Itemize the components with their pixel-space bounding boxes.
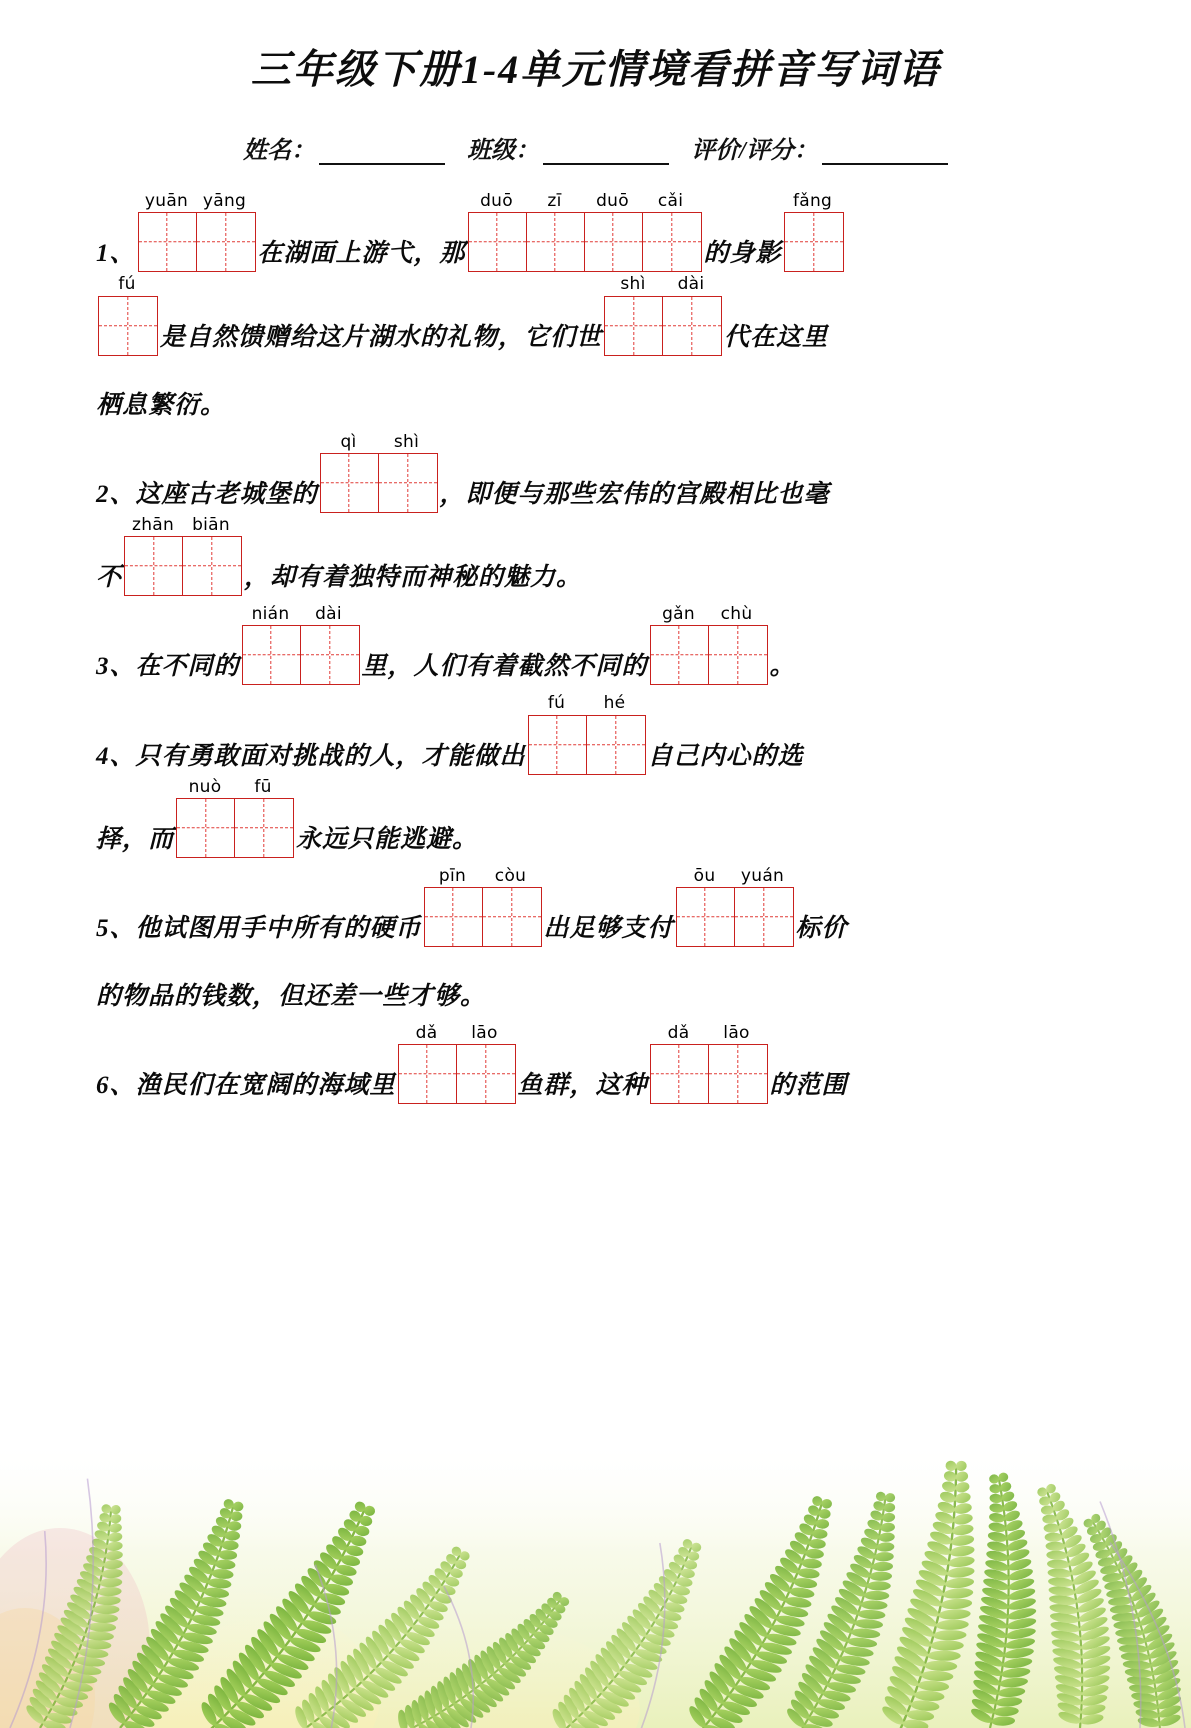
pinyin-row bbox=[650, 1023, 768, 1044]
tianzige-cell[interactable] bbox=[587, 716, 645, 774]
sentence-text: 永远只能逃避。 bbox=[296, 825, 479, 853]
tianzige-cell[interactable] bbox=[677, 888, 735, 946]
tianzige-cell[interactable] bbox=[235, 799, 293, 857]
pinyin-row bbox=[424, 866, 542, 887]
sentence-text: 标价 bbox=[795, 915, 848, 942]
pinyin-label: dài bbox=[315, 604, 342, 624]
tianzige-cell[interactable] bbox=[663, 297, 721, 355]
tianzige-boxes[interactable] bbox=[650, 625, 768, 685]
pinyin-answer-grid[interactable] bbox=[784, 191, 844, 272]
question-1-line-2 bbox=[96, 274, 1095, 355]
tianzige-cell[interactable] bbox=[527, 213, 585, 271]
sentence-text: ，却有着独特而神秘的魅力。 bbox=[244, 564, 583, 591]
tianzige-boxes[interactable] bbox=[604, 296, 722, 356]
pinyin-answer-grid[interactable] bbox=[124, 515, 242, 596]
name-blank-line[interactable] bbox=[319, 145, 445, 165]
pinyin-answer-grid[interactable] bbox=[650, 604, 768, 685]
pinyin-label: duō bbox=[480, 191, 513, 211]
question-6 bbox=[96, 1023, 1095, 1104]
question-3 bbox=[96, 604, 1095, 685]
tianzige-cell[interactable] bbox=[483, 888, 541, 946]
sentence-text: 的物品的钱数，但还差一些才够。 bbox=[96, 983, 487, 1010]
pinyin-label: nuò bbox=[188, 776, 222, 797]
question-1 bbox=[96, 191, 1095, 424]
sentence-text: 鱼群，这种 bbox=[517, 1072, 648, 1100]
sentence-text: 出足够支付 bbox=[543, 915, 674, 942]
tianzige-boxes[interactable] bbox=[528, 715, 646, 775]
question-4-line-2 bbox=[96, 777, 1095, 858]
pinyin-answer-grid[interactable] bbox=[424, 866, 542, 947]
score-field-group bbox=[691, 130, 948, 165]
pinyin-label: yuán bbox=[740, 865, 785, 886]
pinyin-label: chù bbox=[720, 604, 753, 624]
tianzige-boxes[interactable] bbox=[124, 536, 242, 596]
sentence-text: 1、 bbox=[96, 240, 136, 268]
pinyin-row bbox=[398, 1023, 516, 1044]
pinyin-label: yuān bbox=[144, 191, 189, 211]
student-info-row bbox=[96, 130, 1095, 165]
tianzige-cell[interactable] bbox=[183, 537, 241, 595]
pinyin-answer-grid[interactable] bbox=[138, 191, 256, 272]
tianzige-cell[interactable] bbox=[399, 1045, 457, 1103]
sentence-text: 的身影 bbox=[703, 240, 782, 268]
tianzige-boxes[interactable] bbox=[398, 1044, 516, 1104]
pinyin-label: zhān bbox=[131, 514, 175, 535]
pinyin-row bbox=[320, 432, 438, 453]
pinyin-label: dài bbox=[677, 274, 705, 295]
sentence-text: ，即便与那些宏伟的宫殿相比也毫 bbox=[439, 480, 830, 508]
tianzige-cell[interactable] bbox=[425, 888, 483, 946]
pinyin-label: ōu bbox=[693, 865, 716, 886]
class-field-group bbox=[467, 130, 669, 165]
tianzige-cell[interactable] bbox=[139, 213, 197, 271]
tianzige-cell[interactable] bbox=[197, 213, 255, 271]
pinyin-answer-grid[interactable] bbox=[650, 1023, 768, 1104]
question-list bbox=[96, 191, 1095, 1104]
question-2 bbox=[96, 432, 1095, 597]
pinyin-row bbox=[784, 191, 844, 212]
sentence-text: 自己内心的选 bbox=[647, 742, 804, 770]
question-1-line-1 bbox=[96, 191, 1095, 272]
tianzige-cell[interactable] bbox=[457, 1045, 515, 1103]
sentence-text: 2、这座古老城堡的 bbox=[96, 480, 318, 508]
question-1-line-3 bbox=[96, 358, 1095, 424]
page-title: 三年级下册1-4单元情境看拼音写词语 bbox=[250, 47, 941, 92]
class-label: 班级： bbox=[467, 138, 540, 164]
tianzige-boxes[interactable] bbox=[650, 1044, 768, 1104]
sentence-text: 3、在不同的 bbox=[96, 653, 240, 681]
tianzige-boxes[interactable] bbox=[320, 453, 438, 513]
tianzige-boxes[interactable] bbox=[468, 212, 702, 272]
tianzige-boxes[interactable] bbox=[784, 212, 844, 272]
tianzige-cell[interactable] bbox=[651, 626, 709, 684]
pinyin-row bbox=[138, 191, 256, 212]
tianzige-cell[interactable] bbox=[99, 297, 157, 355]
question-6-line-1 bbox=[96, 1023, 1095, 1104]
sentence-text: 栖息繁衍。 bbox=[96, 391, 227, 419]
score-label: 评价/评分： bbox=[691, 138, 818, 164]
sentence-text: 5、他试图用手中所有的硬币 bbox=[96, 915, 422, 942]
pinyin-row bbox=[468, 191, 702, 212]
tianzige-cell[interactable] bbox=[643, 213, 701, 271]
pinyin-row bbox=[176, 777, 294, 798]
class-blank-line[interactable] bbox=[543, 145, 669, 165]
sentence-text: 是自然馈赠给这片湖水的礼物，它们世 bbox=[160, 323, 603, 351]
pinyin-label: fú bbox=[547, 693, 566, 714]
pinyin-label: fǎng bbox=[792, 191, 833, 211]
pinyin-label: dǎ bbox=[415, 1023, 438, 1043]
tianzige-cell[interactable] bbox=[709, 626, 767, 684]
question-5-line-1 bbox=[96, 866, 1095, 947]
pinyin-label: gǎn bbox=[662, 604, 695, 624]
score-blank-line[interactable] bbox=[822, 145, 948, 165]
tianzige-boxes[interactable] bbox=[676, 887, 794, 947]
tianzige-boxes[interactable] bbox=[242, 625, 360, 685]
pinyin-answer-grid[interactable] bbox=[176, 777, 294, 858]
pinyin-label: dǎ bbox=[667, 1023, 690, 1043]
pinyin-label: nián bbox=[251, 604, 290, 624]
tianzige-boxes[interactable] bbox=[98, 296, 158, 356]
tianzige-cell[interactable] bbox=[651, 1045, 709, 1103]
pinyin-label: biān bbox=[192, 514, 230, 535]
worksheet-page bbox=[0, 44, 1191, 1728]
pinyin-answer-grid[interactable] bbox=[320, 432, 438, 513]
tianzige-boxes[interactable] bbox=[176, 798, 294, 858]
tianzige-cell[interactable] bbox=[529, 716, 587, 774]
sentence-text: 6、渔民们在宽阔的海域里 bbox=[96, 1072, 396, 1100]
question-2-line-2 bbox=[96, 515, 1095, 596]
tianzige-cell[interactable] bbox=[379, 454, 437, 512]
pinyin-label: qì bbox=[340, 431, 357, 452]
question-5-line-2 bbox=[96, 949, 1095, 1015]
pinyin-answer-grid[interactable] bbox=[604, 274, 722, 355]
pinyin-label: shì bbox=[620, 274, 646, 295]
tianzige-cell[interactable] bbox=[301, 626, 359, 684]
pinyin-label: fú bbox=[118, 274, 136, 295]
pinyin-label: lāo bbox=[471, 1023, 498, 1043]
tianzige-cell[interactable] bbox=[709, 1045, 767, 1103]
pinyin-row bbox=[676, 866, 794, 887]
pinyin-answer-grid[interactable] bbox=[676, 866, 794, 947]
pinyin-answer-grid[interactable] bbox=[468, 191, 702, 272]
pinyin-label: fū bbox=[254, 776, 272, 797]
question-3-line-1 bbox=[96, 604, 1095, 685]
sentence-text: 4、只有勇敢面对挑战的人，才能做出 bbox=[96, 742, 526, 770]
pinyin-row bbox=[242, 604, 360, 625]
pinyin-label: cǎi bbox=[657, 191, 684, 211]
pinyin-label: duō bbox=[596, 191, 629, 211]
sentence-text: 在湖面上游弋，那 bbox=[257, 240, 466, 268]
tianzige-cell[interactable] bbox=[605, 297, 663, 355]
pinyin-answer-grid[interactable] bbox=[98, 274, 158, 355]
pinyin-answer-grid[interactable] bbox=[398, 1023, 516, 1104]
pinyin-label: zī bbox=[547, 191, 562, 211]
tianzige-cell[interactable] bbox=[735, 888, 793, 946]
question-4-line-1 bbox=[96, 693, 1095, 774]
pinyin-label: pīn bbox=[438, 865, 467, 886]
name-field-group bbox=[243, 130, 445, 165]
question-4 bbox=[96, 693, 1095, 858]
pinyin-row bbox=[604, 274, 722, 295]
tianzige-cell[interactable] bbox=[177, 799, 235, 857]
pinyin-answer-grid[interactable] bbox=[528, 693, 646, 774]
sentence-text: 里，人们有着截然不同的 bbox=[361, 653, 648, 681]
name-label: 姓名： bbox=[243, 138, 316, 164]
pinyin-label: shì bbox=[393, 431, 420, 452]
question-5 bbox=[96, 866, 1095, 1015]
sentence-text: 不 bbox=[96, 564, 123, 591]
pinyin-label: hé bbox=[603, 693, 626, 714]
tianzige-cell[interactable] bbox=[243, 626, 301, 684]
tianzige-cell[interactable] bbox=[469, 213, 527, 271]
tianzige-cell[interactable] bbox=[585, 213, 643, 271]
pinyin-answer-grid[interactable] bbox=[242, 604, 360, 685]
sentence-text: 代在这里 bbox=[724, 323, 829, 351]
sentence-text: 的范围 bbox=[769, 1072, 848, 1100]
pinyin-row bbox=[124, 515, 242, 536]
tianzige-boxes[interactable] bbox=[424, 887, 542, 947]
sentence-text: 。 bbox=[769, 653, 796, 681]
pinyin-row bbox=[528, 693, 646, 714]
question-2-line-1 bbox=[96, 432, 1095, 513]
pinyin-label: lāo bbox=[723, 1023, 750, 1043]
pinyin-label: còu bbox=[494, 865, 527, 886]
pinyin-label: yāng bbox=[202, 191, 247, 211]
pinyin-row bbox=[650, 604, 768, 625]
pinyin-row bbox=[98, 274, 158, 295]
tianzige-cell[interactable] bbox=[321, 454, 379, 512]
sentence-text: 择，而 bbox=[96, 825, 175, 853]
tianzige-boxes[interactable] bbox=[138, 212, 256, 272]
tianzige-cell[interactable] bbox=[785, 213, 843, 271]
tianzige-cell[interactable] bbox=[125, 537, 183, 595]
